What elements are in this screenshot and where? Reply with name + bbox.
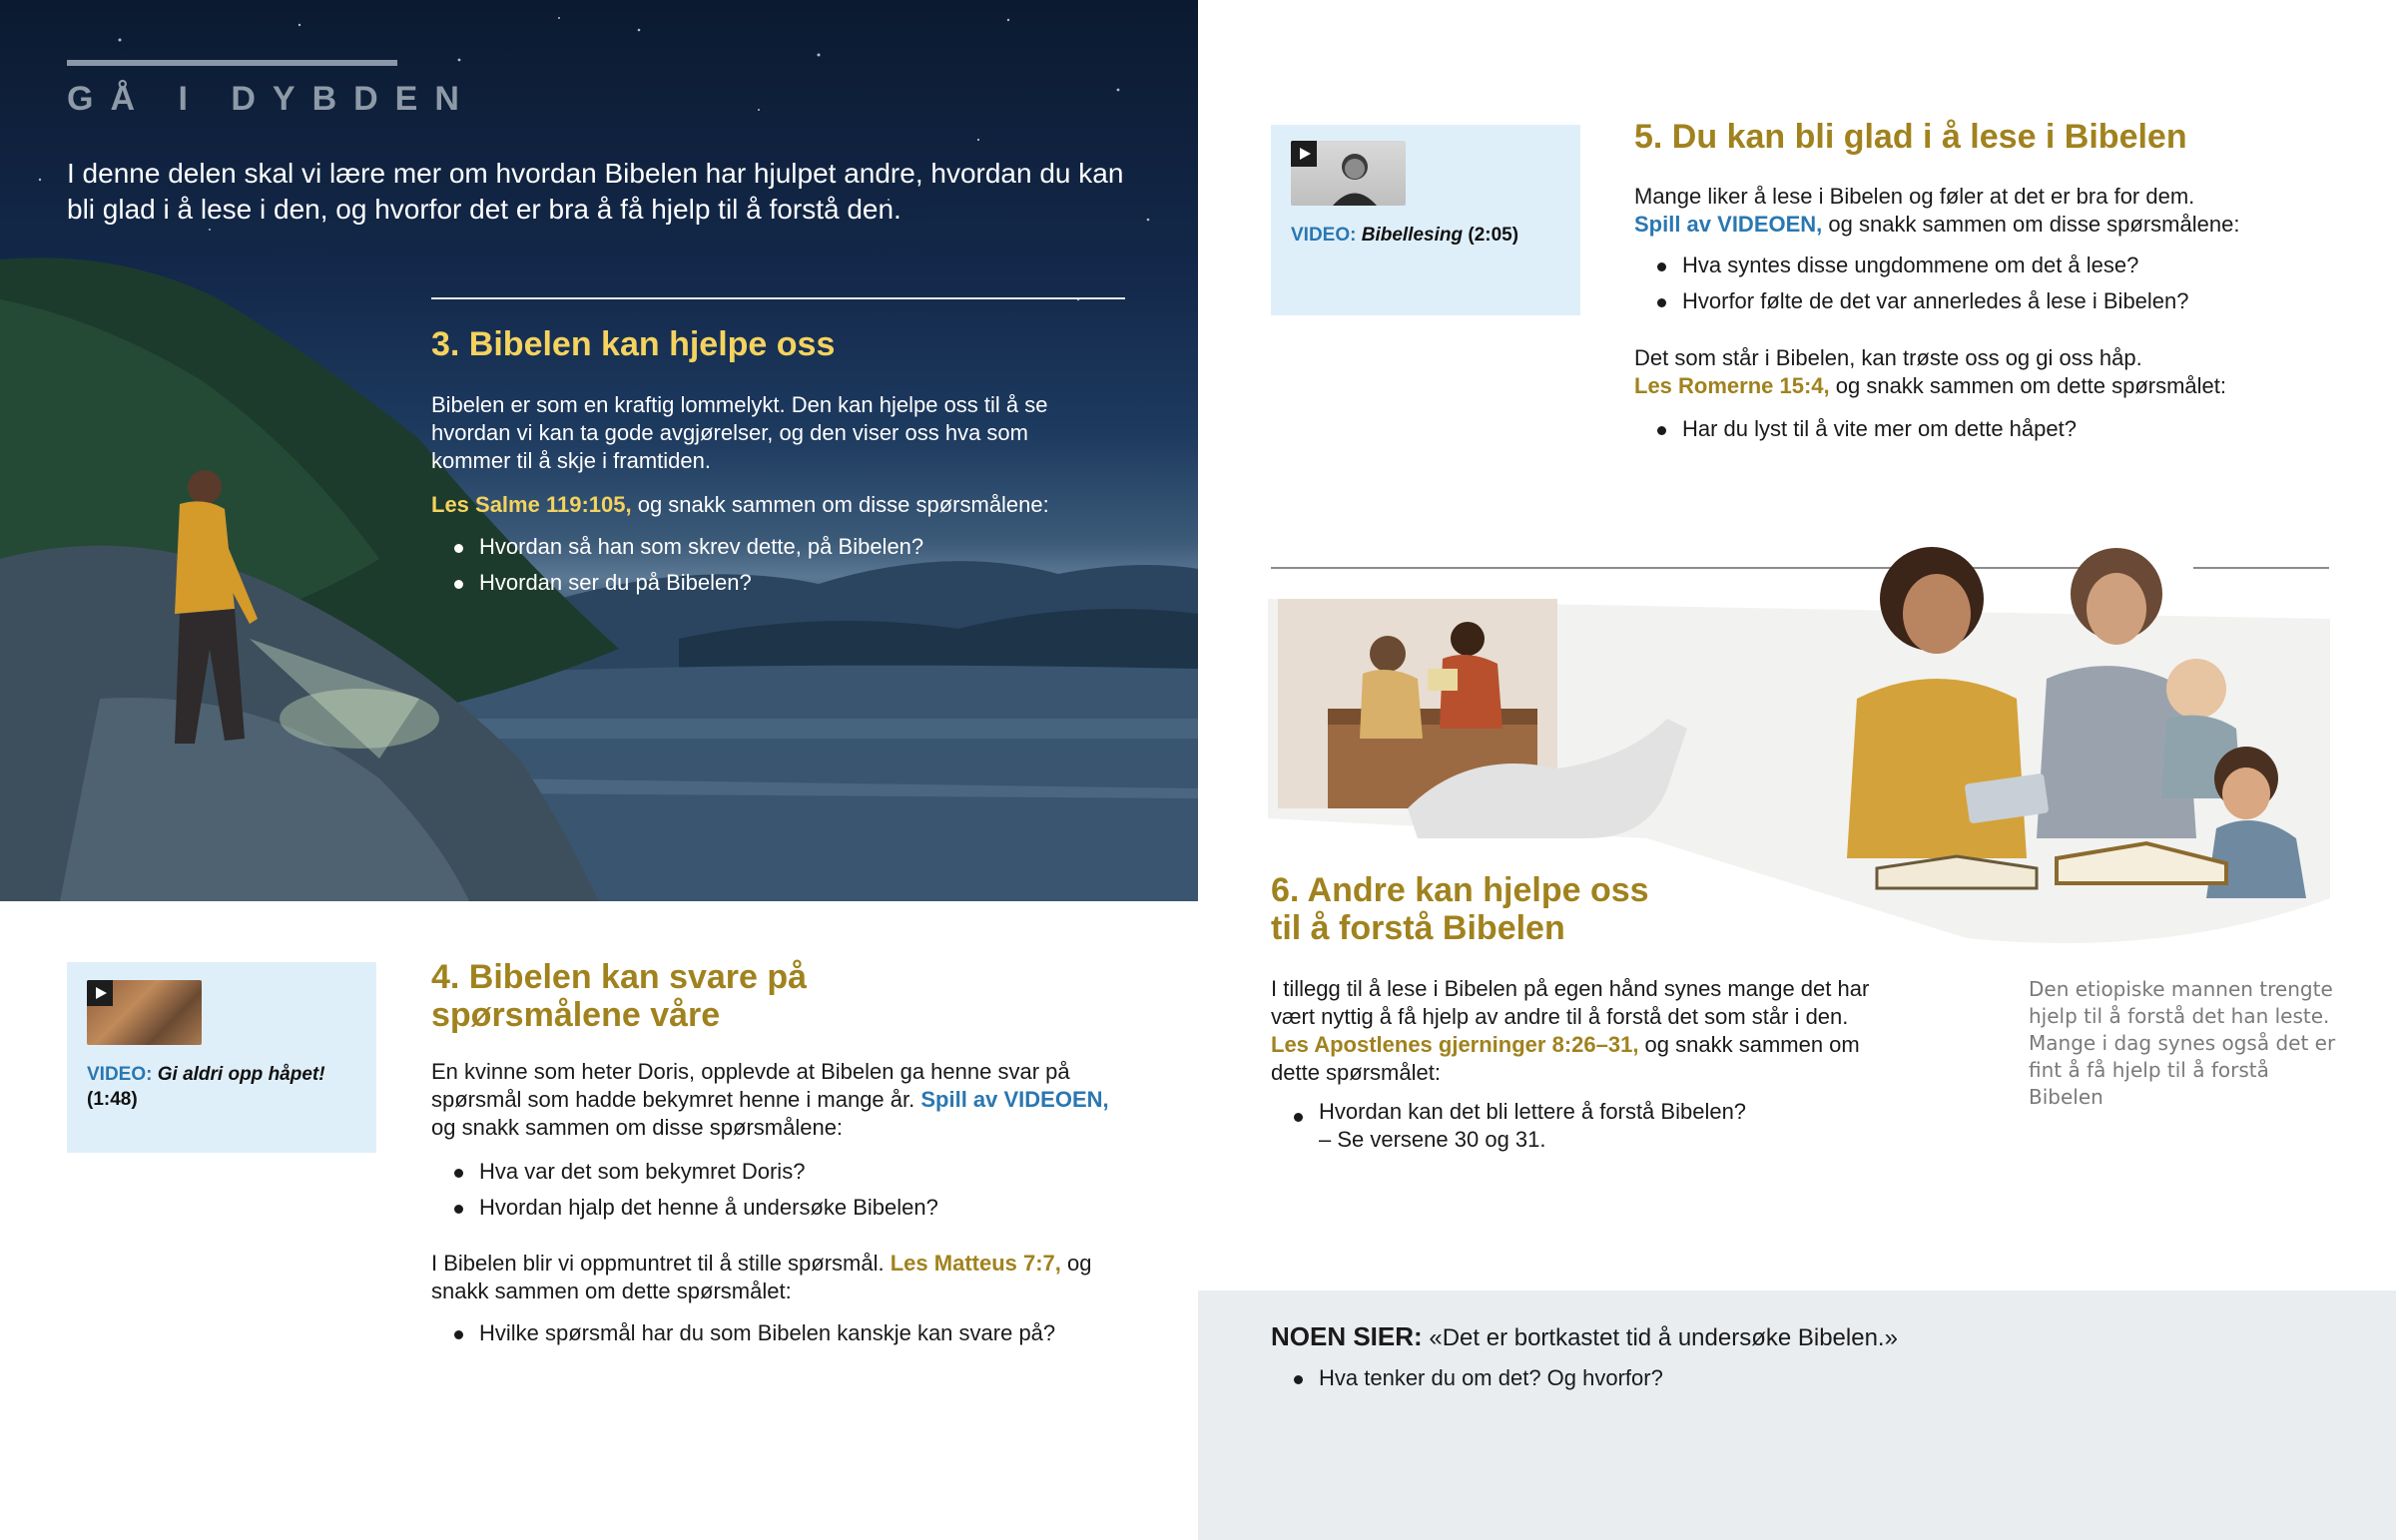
- video-caption: VIDEO: Gi aldri opp håpet! (1:48): [87, 1064, 325, 1110]
- question-item: Hva tenker du om det? Og hvorfor?: [1271, 1360, 1663, 1396]
- section-5-questions-2: [1634, 411, 2077, 447]
- video-card-bibellesing[interactable]: [1271, 125, 1580, 315]
- scripture-link-matteus[interactable]: Les Matteus 7:7,: [890, 1251, 1061, 1276]
- video-card-doris[interactable]: [67, 962, 376, 1153]
- objection-questions: [1271, 1360, 1663, 1396]
- section-6-title: 6. Andre kan hjelpe oss til å forstå Bibelen: [1271, 871, 1649, 947]
- video-thumbnail[interactable]: [1291, 141, 1406, 206]
- section-3-questions: [431, 529, 923, 601]
- section-4-body: En kvinne som heter Doris, opplevde at Bibelen ga henne svar på spørsmål som hadde bekymret henne i mange år. Spill av VIDEOEN, og snakk sammen om disse spørsmålene:: [431, 1059, 1109, 1140]
- section-4-body-2: I Bibelen blir vi oppmuntret til å stille spørsmål. Les Matteus 7:7, og snakk sammen om dette spørsmålet:: [431, 1251, 1092, 1303]
- section-5-body-2: Det som står i Bibelen, kan trøste oss og gi oss håp. Les Romerne 15:4, og snakk sammen om dette spørsmålet:: [1634, 345, 2227, 398]
- section-3-body: Bibelen er som en kraftig lommelykt. Den kan hjelpe oss til å se hvordan vi kan ta gode avgjørelser, og den viser oss hva som kommer til å skje i framtiden.: [431, 392, 1048, 473]
- section-3-prompt: Les Salme 119:105, og snakk sammen om disse spørsmålene:: [431, 492, 1049, 517]
- section-6-body: I tillegg til å lese i Bibelen på egen hånd synes mange det har vært nyttig å få hjelp av andre til å forstå det som står i den. Les Apostlenes gjerninger 8:26–31, og snakk sammen om dette spørsmålet:: [1271, 976, 1870, 1085]
- section-4-questions-2: [431, 1315, 1055, 1351]
- intro-paragraph: I denne delen skal vi lære mer om hvordan Bibelen har hjulpet andre, hvordan du kan bli glad i å lese i den, og hvorfor det er bra å få hjelp til å forstå den.: [67, 158, 1124, 225]
- question-item: Hvordan hjalp det henne å undersøke Bibelen?: [431, 1190, 938, 1226]
- objection-box: [1198, 1290, 2396, 1540]
- section-5-body: Mange liker å lese i Bibelen og føler at det er bra for dem. Spill av VIDEOEN, og snakk sammen om disse spørsmålene:: [1634, 184, 2240, 237]
- play-video-link[interactable]: Spill av VIDEOEN,: [1634, 212, 1823, 237]
- section-3-rule: [431, 297, 1125, 299]
- section-3-title: 3. Bibelen kan hjelpe oss: [431, 325, 836, 363]
- kicker-rule: [67, 60, 397, 66]
- illustration-caption: Den etiopiske mannen trengte hjelp til å forstå det han leste. Mange i dag synes også det er fint å få hjelp til å forstå Bibelen: [2029, 977, 2336, 1109]
- video-thumbnail[interactable]: [87, 980, 202, 1045]
- question-item: Hvordan så han som skrev dette, på Bibelen?: [431, 529, 923, 565]
- section-5-title: 5. Du kan bli glad i å lese i Bibelen: [1634, 118, 2187, 156]
- question-item: Hvorfor følte de det var annerledes å lese i Bibelen?: [1634, 283, 2189, 319]
- section-5-questions: [1634, 248, 2189, 319]
- play-video-link[interactable]: Spill av VIDEOEN,: [920, 1087, 1109, 1112]
- question-item: Har du lyst til å vite mer om dette håpet?: [1634, 411, 2077, 447]
- scripture-link-apostlenes-gjerninger[interactable]: Les Apostlenes gjerninger 8:26–31,: [1271, 1032, 1639, 1057]
- play-icon[interactable]: [1291, 141, 1317, 167]
- question-item: Hvordan kan det bli lettere å forstå Bibelen? – Se versene 30 og 31.: [1271, 1098, 1746, 1154]
- question-item: Hvilke spørsmål har du som Bibelen kanskje kan svare på?: [431, 1315, 1055, 1351]
- question-item: Hvordan ser du på Bibelen?: [431, 565, 923, 601]
- question-item: Hva syntes disse ungdommene om det å lese?: [1634, 248, 2189, 283]
- objection-text: NOEN SIER: «Det er bortkastet tid å undersøke Bibelen.»: [1271, 1321, 1898, 1351]
- section-4-title: 4. Bibelen kan svare på spørsmålene våre: [431, 958, 808, 1034]
- section-kicker: GÅ I DYBDEN: [67, 80, 476, 118]
- video-caption: VIDEO: Bibellesing (2:05): [1291, 225, 1519, 246]
- scripture-link-salme[interactable]: Les Salme 119:105,: [431, 492, 632, 517]
- section-6-questions: [1271, 1098, 1746, 1154]
- hero-night-scene: [0, 0, 1198, 901]
- scripture-link-romerne[interactable]: Les Romerne 15:4,: [1634, 373, 1830, 398]
- section-4-questions: [431, 1154, 938, 1226]
- play-icon[interactable]: [87, 980, 113, 1006]
- question-item: Hva var det som bekymret Doris?: [431, 1154, 938, 1190]
